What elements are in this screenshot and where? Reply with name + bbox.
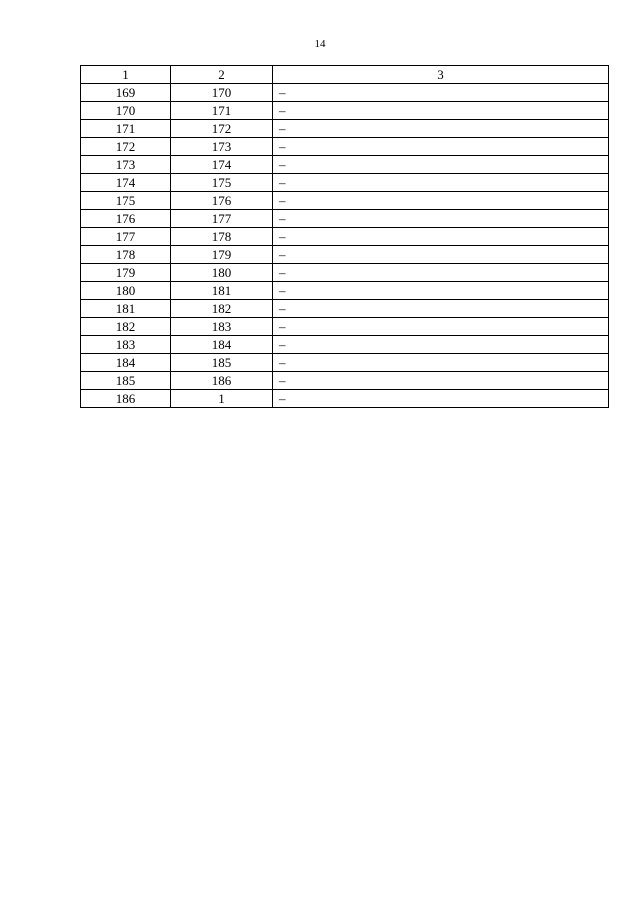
table-cell: 173 bbox=[81, 156, 171, 174]
table-cell: 178 bbox=[171, 228, 273, 246]
table-row bbox=[81, 264, 609, 282]
table-row bbox=[81, 282, 609, 300]
table-cell: 174 bbox=[171, 156, 273, 174]
table-row bbox=[81, 354, 609, 372]
table-row bbox=[81, 336, 609, 354]
table-cell: – bbox=[273, 282, 609, 300]
table-cell: 169 bbox=[81, 84, 171, 102]
table-cell: 170 bbox=[81, 102, 171, 120]
table-row bbox=[81, 390, 609, 408]
table-cell: – bbox=[273, 390, 609, 408]
table-cell: – bbox=[273, 228, 609, 246]
table-cell: – bbox=[273, 336, 609, 354]
table-cell: 183 bbox=[81, 336, 171, 354]
table-cell: 175 bbox=[171, 174, 273, 192]
table-row bbox=[81, 102, 609, 120]
table-cell: – bbox=[273, 210, 609, 228]
table-row bbox=[81, 318, 609, 336]
table-cell: 177 bbox=[171, 210, 273, 228]
table-row bbox=[81, 138, 609, 156]
table-cell: 186 bbox=[171, 372, 273, 390]
column-header-2: 2 bbox=[171, 66, 273, 84]
table-row bbox=[81, 300, 609, 318]
table-cell: 182 bbox=[171, 300, 273, 318]
table-cell: 171 bbox=[171, 102, 273, 120]
table-cell: 176 bbox=[81, 210, 171, 228]
data-table bbox=[80, 65, 609, 408]
table-cell: 180 bbox=[81, 282, 171, 300]
table-cell: 171 bbox=[81, 120, 171, 138]
table-cell: 186 bbox=[81, 390, 171, 408]
table-cell: – bbox=[273, 354, 609, 372]
table-row bbox=[81, 246, 609, 264]
table-cell: 175 bbox=[81, 192, 171, 210]
table-cell: 184 bbox=[81, 354, 171, 372]
table-cell: – bbox=[273, 84, 609, 102]
column-header-3: 3 bbox=[273, 66, 609, 84]
table-cell: 184 bbox=[171, 336, 273, 354]
table-cell: – bbox=[273, 246, 609, 264]
table-row bbox=[81, 174, 609, 192]
table-cell: 185 bbox=[171, 354, 273, 372]
table-row bbox=[81, 228, 609, 246]
table-cell: – bbox=[273, 156, 609, 174]
table-cell: – bbox=[273, 174, 609, 192]
table-cell: 180 bbox=[171, 264, 273, 282]
table-row bbox=[81, 372, 609, 390]
table-row bbox=[81, 192, 609, 210]
table-cell: 185 bbox=[81, 372, 171, 390]
table-cell: 181 bbox=[81, 300, 171, 318]
table-cell: 181 bbox=[171, 282, 273, 300]
table-cell: – bbox=[273, 192, 609, 210]
table-cell: 1 bbox=[171, 390, 273, 408]
table-cell: 174 bbox=[81, 174, 171, 192]
table-cell: 176 bbox=[171, 192, 273, 210]
table-cell: 170 bbox=[171, 84, 273, 102]
column-header-1: 1 bbox=[81, 66, 171, 84]
table-cell: – bbox=[273, 318, 609, 336]
table-cell: 179 bbox=[171, 246, 273, 264]
table-cell: 173 bbox=[171, 138, 273, 156]
page-number: 14 bbox=[314, 38, 326, 50]
table-cell: 183 bbox=[171, 318, 273, 336]
table-cell: – bbox=[273, 102, 609, 120]
table-row bbox=[81, 156, 609, 174]
table-cell: – bbox=[273, 138, 609, 156]
table-cell: 182 bbox=[81, 318, 171, 336]
table-cell: 172 bbox=[81, 138, 171, 156]
table-cell: 172 bbox=[171, 120, 273, 138]
table-cell: – bbox=[273, 264, 609, 282]
table-cell: 177 bbox=[81, 228, 171, 246]
table-cell: – bbox=[273, 372, 609, 390]
table-cell: – bbox=[273, 300, 609, 318]
table-cell: 179 bbox=[81, 264, 171, 282]
table-cell: 178 bbox=[81, 246, 171, 264]
table-row bbox=[81, 120, 609, 138]
table-header-row bbox=[81, 66, 609, 84]
table-cell: – bbox=[273, 120, 609, 138]
table-row bbox=[81, 210, 609, 228]
table-row bbox=[81, 84, 609, 102]
